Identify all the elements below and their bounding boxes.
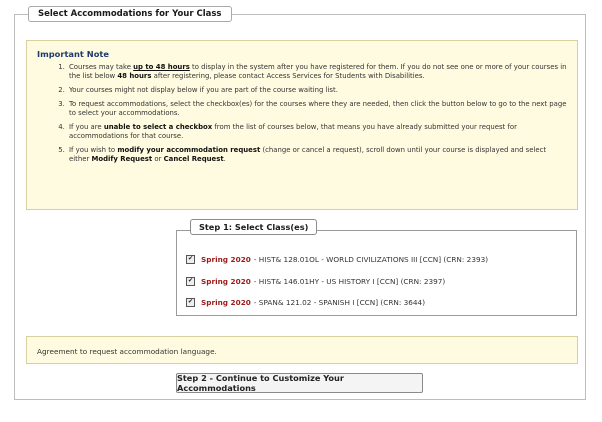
page-legend: Select Accommodations for Your Class	[28, 6, 232, 22]
agreement-panel	[26, 336, 578, 364]
note-item-5-text-g: .	[223, 155, 226, 163]
note-item-5-emphasis: modify your accommodation request	[117, 146, 261, 154]
important-note-list	[37, 63, 567, 164]
note-item-3: 3. To request accommodations, select the checkbox(es) for the courses where they are needed, then click the button below to go to the next page to select your accommodations.	[67, 100, 567, 118]
course-row[interactable]	[186, 275, 445, 287]
agreement-text: Agreement to request accommodation language.	[37, 347, 217, 356]
note-item-5-modify-request: Modify Request	[91, 155, 153, 163]
note-item-4-text-c: from the list of courses below, that means you have already submitted your request for accommodations for that course.	[69, 123, 517, 140]
course-description: - HIST& 128.01OL - WORLD CIVILIZATIONS III [CCN] (CRN: 2393)	[253, 254, 489, 264]
note-item-1-text-a: Courses may take	[69, 63, 134, 71]
course-row[interactable]	[186, 253, 488, 265]
note-item-1-text-e: after registering, please contact Access Services for Students with Disabilities.	[151, 72, 425, 80]
note-item-5-text-e: or	[152, 155, 164, 163]
course-description: - HIST& 146.01HY - US HISTORY I [CCN] (CRN: 2397)	[253, 276, 446, 286]
important-note-panel	[26, 40, 578, 210]
note-item-5-text-c: (change or cancel a request), scroll down until your course is displayed and select either	[69, 146, 547, 163]
note-item-4	[67, 123, 567, 141]
note-item-1	[67, 63, 567, 81]
note-item-5	[67, 146, 567, 164]
step1-legend: Step 1: Select Class(es)	[190, 219, 317, 235]
note-item-1-emphasis-hours: 48 hours	[117, 72, 152, 80]
step2-continue-button[interactable]: Step 2 - Continue to Customize Your Accommodations	[176, 373, 423, 393]
course-term: Spring 2020	[201, 276, 251, 286]
note-item-5-cancel-request: Cancel Request	[163, 155, 224, 163]
course-checkbox[interactable]: ✔	[187, 277, 194, 284]
course-term: Spring 2020	[201, 254, 251, 264]
note-item-1-emphasis-48-hours: up to 48 hours	[133, 63, 190, 71]
course-checkbox[interactable]: ✔	[187, 298, 194, 305]
note-item-4-text-a: If you are	[69, 123, 104, 131]
note-item-2: 2. Your courses might not display below if you are part of the course waiting list.	[67, 86, 567, 95]
course-term: Spring 2020	[201, 297, 251, 307]
note-item-1-text-c: to display in the system after you have registered for them. If you do not see one or more of your courses in the list below	[69, 63, 567, 80]
note-item-4-emphasis: unable to select a checkbox	[103, 123, 213, 131]
course-description: - SPAN& 121.02 - SPANISH I [CCN] (CRN: 3644)	[253, 297, 426, 307]
course-row[interactable]	[186, 296, 425, 308]
course-checkbox[interactable]: ✔	[187, 255, 194, 262]
note-item-5-text-a: If you wish to	[69, 146, 118, 154]
important-note-title: Important Note	[37, 49, 110, 59]
